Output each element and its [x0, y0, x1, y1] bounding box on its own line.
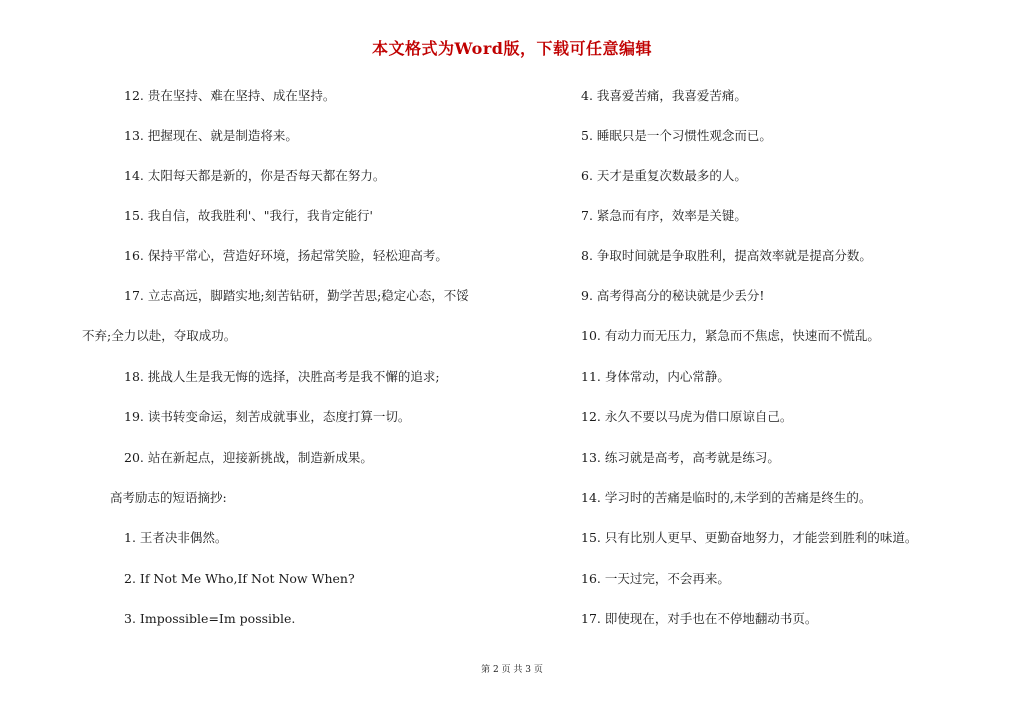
page-header-title: 本文格式为Word版，下载可任意编辑 [372, 39, 652, 58]
list-item: 1. 王者决非偶然。 [124, 530, 228, 545]
list-item: 8. 争取时间就是争取胜利，提高效率就是提高分数。 [581, 248, 872, 263]
list-item: 14. 太阳每天都是新的，你是否每天都在努力。 [124, 168, 386, 183]
list-item: 13. 练习就是高考，高考就是练习。 [581, 450, 780, 465]
list-item: 17. 即使现在，对手也在不停地翻动书页。 [581, 611, 818, 626]
list-item: 19. 读书转变命运，刻苦成就事业，态度打算一切。 [124, 409, 411, 424]
list-item: 6. 天才是重复次数最多的人。 [581, 168, 747, 183]
list-item: 3. Impossible=Im possible. [124, 611, 296, 626]
list-item: 18. 挑战人生是我无悔的选择，决胜高考是我不懈的追求; [124, 369, 440, 384]
list-item: 14. 学习时的苦痛是临时的,未学到的苦痛是终生的。 [581, 490, 872, 505]
list-item: 15. 只有比别人更早、更勤奋地努力，才能尝到胜利的味道。 [581, 530, 918, 545]
list-item: 16. 保持平常心，营造好环境，扬起常笑脸，轻松迎高考。 [124, 248, 448, 263]
list-item: 12. 永久不要以马虎为借口原谅自己。 [581, 409, 793, 424]
list-item: 9. 高考得高分的秘诀就是少丢分! [581, 288, 765, 303]
list-item: 17. 立志高远，脚踏实地;刻苦钻研，勤学苦思;稳定心态，不馁 [124, 288, 469, 303]
list-item: 12. 贵在坚持、难在坚持、成在坚持。 [124, 88, 336, 103]
page-number-footer: 第 2 页 共 3 页 [481, 665, 543, 675]
list-item: 20. 站在新起点，迎接新挑战，制造新成果。 [124, 450, 373, 465]
list-item: 5. 睡眠只是一个习惯性观念而已。 [581, 128, 772, 143]
list-item: 4. 我喜爱苦痛，我喜爱苦痛。 [581, 88, 747, 103]
list-item: 16. 一天过完，不会再来。 [581, 571, 730, 586]
list-item: 2. If Not Me Who,If Not Now When? [124, 571, 355, 586]
list-item: 13. 把握现在、就是制造将来。 [124, 128, 298, 143]
list-item: 11. 身体常动，内心常静。 [581, 369, 730, 384]
list-item: 15. 我自信，故我胜利'、"我行，我肯定能行' [124, 208, 373, 223]
section-heading: 高考励志的短语摘抄: [110, 490, 227, 505]
list-item: 7. 紧急而有序，效率是关键。 [581, 208, 747, 223]
list-item-continuation: 不弃;全力以赴，夺取成功。 [82, 328, 237, 343]
list-item: 10. 有动力而无压力，紧急而不焦虑，快速而不慌乱。 [581, 328, 880, 343]
